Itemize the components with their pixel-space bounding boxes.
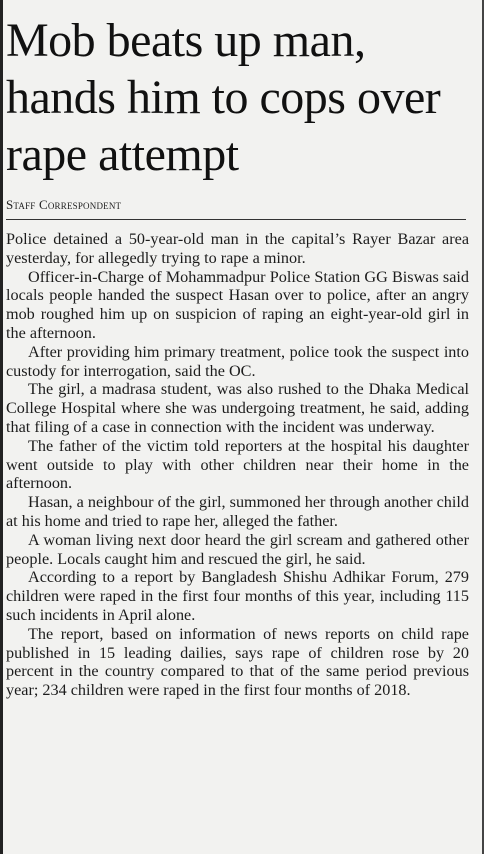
paragraph: The report, based on information of news reports on child rape published in 15 leading dailies, says rape of children rose by 20 percent in the country compared to that of the same period previous year; 234 children were raped in the first four months of 2018.: [6, 624, 469, 700]
byline-divider: [6, 219, 466, 220]
column-rule-left: [0, 0, 3, 854]
news-article: [6, 12, 469, 700]
byline: Staff Correspondent: [6, 197, 122, 212]
paragraph: Officer-in-Charge of Mohammadpur Police Station GG Biswas said locals people handed the suspect Hasan over to police, after an angry mob roughed him up on suspicion of raping an eight-year-old girl in the afternoon.: [6, 267, 469, 342]
paragraph: The father of the victim told reporters at the hospital his daughter went outside to play with other children near their home in the afternoon.: [6, 436, 469, 493]
paragraph: According to a report by Bangladesh Shishu Adhikar Forum, 279 children were raped in the first four months of this year, including 115 such incidents in April alone.: [6, 568, 469, 624]
article-body: [6, 230, 469, 700]
paragraph: The girl, a madrasa student, was also rushed to the Dhaka Medical College Hospital where she was undergoing treatment, he said, adding that filing of a case in connection with the incident was underway.: [6, 380, 469, 436]
paragraph: A woman living next door heard the girl scream and gathered other people. Locals caught him and rescued the girl, he said.: [6, 530, 469, 568]
paragraph: Hasan, a neighbour of the girl, summoned her through another child at his home and tried to rape her, alleged the father.: [6, 493, 469, 530]
paragraph: Police detained a 50-year-old man in the capital’s Rayer Bazar area yesterday, for allegedly trying to rape a minor.: [6, 230, 469, 267]
paragraph: After providing him primary treatment, police took the suspect into custody for interrogation, said the OC.: [6, 342, 469, 380]
headline: Mob beats up man, hands him to cops over rape attempt: [6, 14, 441, 181]
